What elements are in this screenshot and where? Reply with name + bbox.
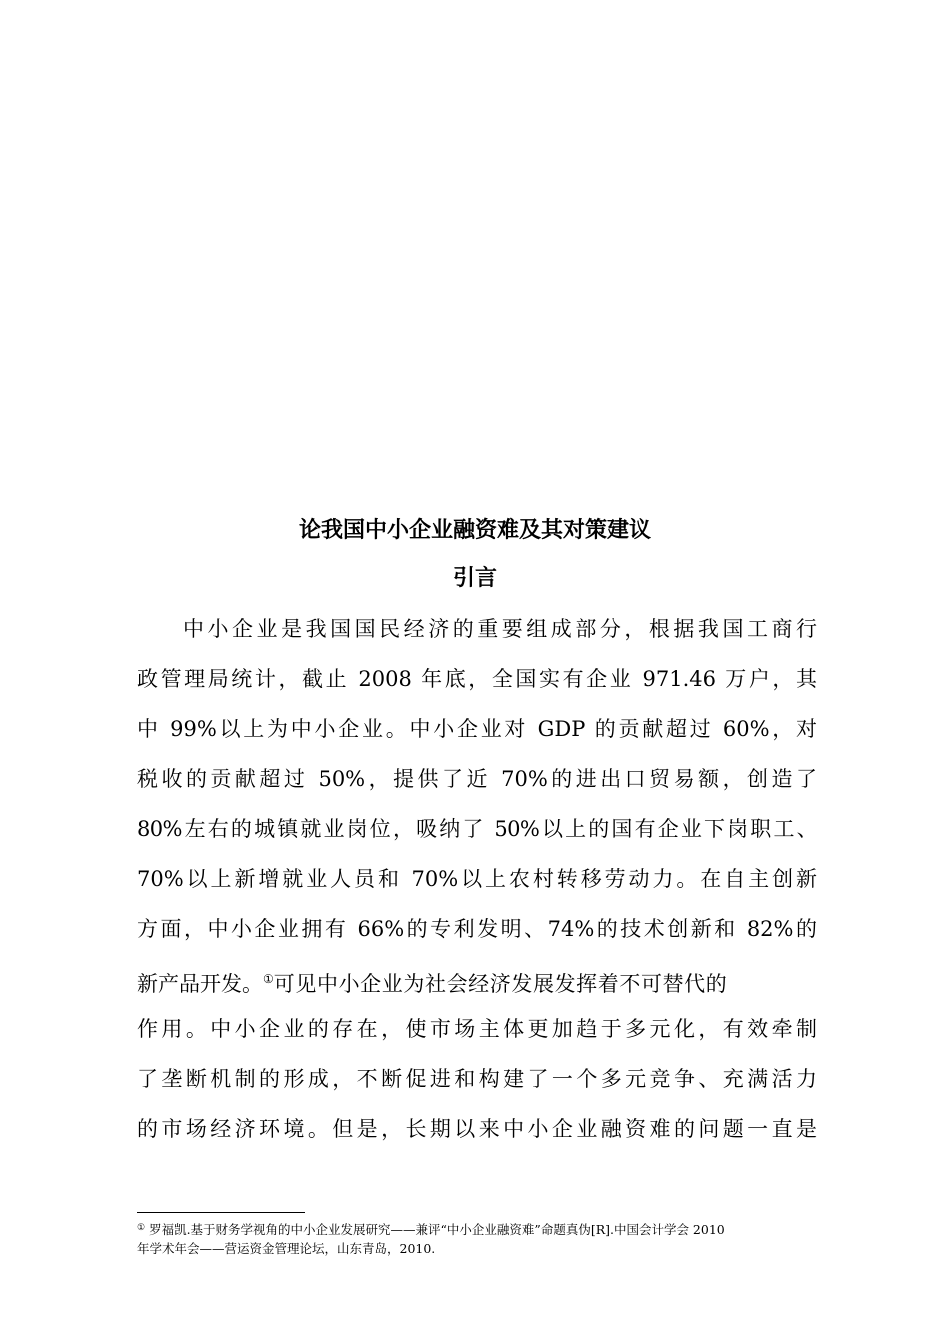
footnote-marker: ① (137, 1223, 146, 1233)
footnote (137, 1219, 817, 1258)
paragraph-line-with-footnote (137, 961, 817, 1011)
paragraph-line: 70%以上新增就业人员和 70%以上农村转移劳动力。在自主创新 (137, 867, 817, 891)
paragraph-line: 中小企业是我国国民经济的重要组成部分，根据我国工商行 (183, 617, 817, 641)
footnote-text: 罗福凯.基于财务学视角的中小企业发展研究——兼评“中小企业融资难”命题真伪[R].中国会计学会 2010 (149, 1222, 725, 1237)
footnote-line: 年学术年会——营运资金管理论坛，山东青岛，2010. (137, 1241, 436, 1256)
paragraph-line: 80%左右的城镇就业岗位，吸纳了 50%以上的国有企业下岗职工、 (137, 817, 817, 841)
footnote-line (137, 1219, 817, 1239)
paragraph-line: 的市场经济环境。但是，长期以来中小企业融资难的问题一直是 (137, 1117, 817, 1141)
body-paragraph (137, 611, 817, 1161)
paragraph-line: 方面，中小企业拥有 66%的专利发明、74%的技术创新和 82%的 (137, 917, 817, 941)
paragraph-line-start: 新产品开发。 (137, 972, 263, 996)
paragraph-line: 了垄断机制的形成，不断促进和构建了一个多元竞争、充满活力 (137, 1067, 817, 1091)
document-title: 论我国中小企业融资难及其对策建议 (298, 517, 651, 543)
paragraph-line-end: 可见中小企业为社会经济发展发挥着不可替代的 (273, 972, 728, 996)
paragraph-line: 政管理局统计，截止 2008 年底，全国实有企业 971.46 万户，其 (137, 667, 817, 691)
paragraph-line: 作用。中小企业的存在，使市场主体更加趋于多元化，有效牵制 (137, 1017, 817, 1041)
section-heading: 引言 (452, 565, 497, 591)
paragraph-line: 税收的贡献超过 50%，提供了近 70%的进出口贸易额，创造了 (137, 767, 817, 791)
footnote-separator (137, 1212, 305, 1213)
footnote-reference[interactable]: ① (263, 972, 274, 986)
paragraph-line: 中 99%以上为中小企业。中小企业对 GDP 的贡献超过 60%，对 (137, 717, 817, 741)
